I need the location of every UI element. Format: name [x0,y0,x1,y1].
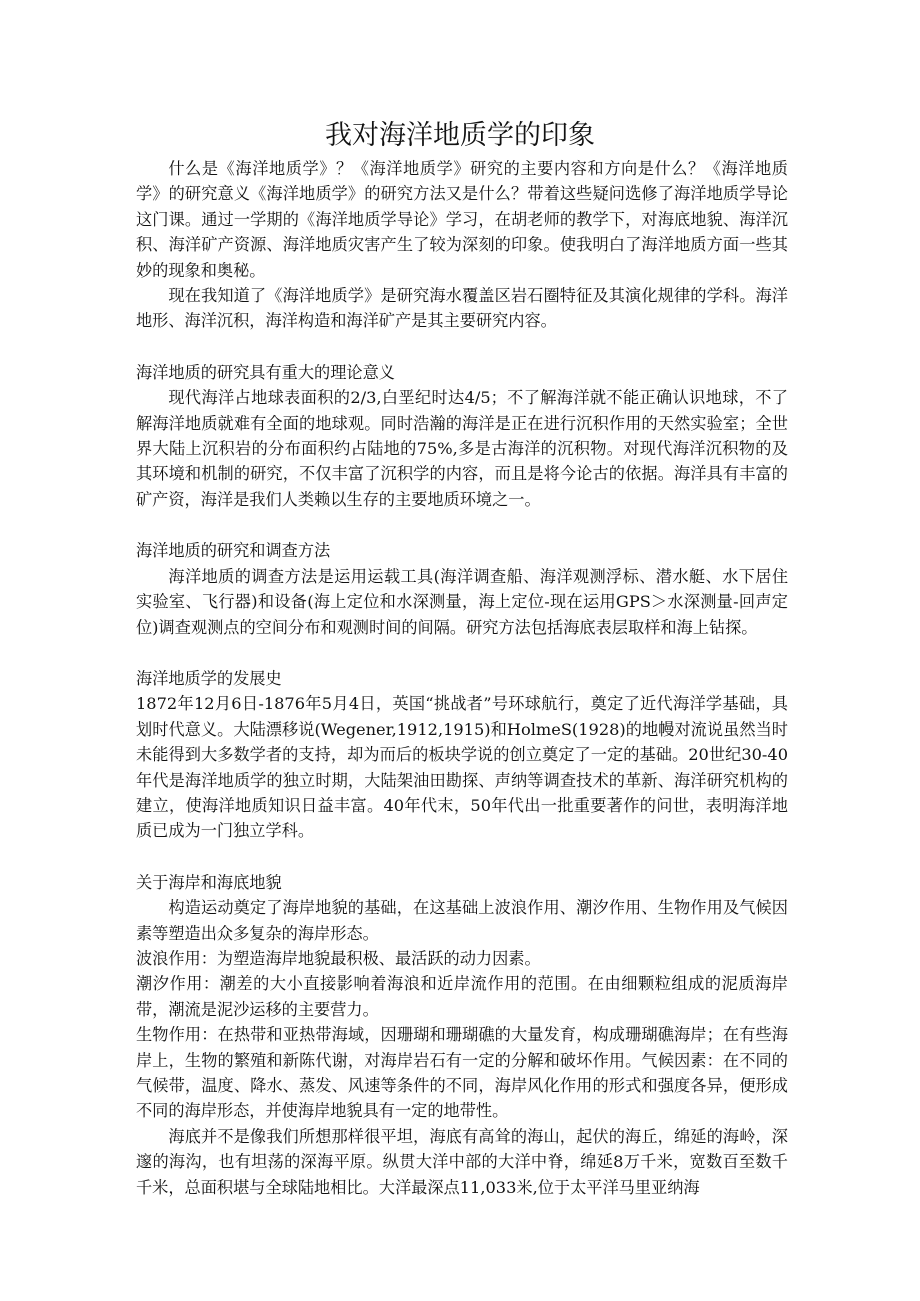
tide-paragraph: 潮汐作用：潮差的大小直接影响着海浪和近岸流作用的范围。在由细颗粒组成的泥质海岸带，潮流是泥沙运移的主要营力。 [136,974,788,1019]
document-body [136,156,788,1200]
biology-paragraph: 生物作用：在热带和亚热带海域，因珊瑚和珊瑚礁的大量发育，构成珊瑚礁海岸；在有些海岸上，生物的繁殖和新陈代谢，对海岸岩石有一定的分解和破坏作用。气候因素：在不同的气候带，温度、降水、蒸发、风速等条件的不同，海岸风化作用的形式和强度各异，便形成不同的海岸形态，并使海岸地貌具有一定的地带性。 [136,1025,788,1121]
section-heading-significance: 海洋地质的研究具有重大的理论意义 [136,362,395,382]
section-heading-methods: 海洋地质的研究和调查方法 [136,541,331,561]
page-title: 我对海洋地质学的印象 [325,120,595,151]
coast-intro-paragraph: 构造运动奠定了海岸地貌的基础，在这基础上波浪作用、潮汐作用、生物作用及气候因素等塑造出众多复杂的海岸形态。 [136,898,788,943]
wave-paragraph: 波浪作用：为塑造海岸地貌最积极、最活跃的动力因素。 [136,948,541,968]
significance-paragraph: 现代海洋占地球表面积的2/3,白垩纪时达4/5；不了解海洋就不能正确认识地球，不了解海洋地质就难有全面的地球观。同时浩瀚的海洋是正在进行沉积作用的天然实验室；全世界大陆上沉积岩的分布面积约占陆地的75%,多是古海洋的沉积物。对现代海洋沉积物的及其环境和机制的研究，不仅丰富了沉积学的内容，而且是将今论古的依据。海洋具有丰富的矿产资，海洋是我们人类赖以生存的主要地质环境之一。 [136,388,788,509]
section-heading-history: 海洋地质学的发展史 [136,668,282,688]
definition-paragraph: 现在我知道了《海洋地质学》是研究海水覆盖区岩石圈特征及其演化规律的学科。海洋地形、海洋沉积，海洋构造和海洋矿产是其主要研究内容。 [136,286,788,331]
history-paragraph: 1872年12月6日-1876年5月4日，英国“挑战者”号环球航行，奠定了近代海洋学基础，具划时代意义。大陆漂移说(Wegener,1912,1915)和HolmeS(1928)的地幔对流说虽然当时未能得到大多数学者的支持，却为而后的板块学说的创立奠定了一定的基础。20世纪30-40年代是海洋地质学的独立时期，大陆架油田勘探、声纳等调查技术的革新、海洋研究机构的建立，使海洋地质知识日益丰富。40年代末，50年代出一批重要著作的问世，表明海洋地质已成为一门独立学科。 [136,694,788,841]
section-heading-coast: 关于海岸和海底地貌 [136,872,282,892]
seafloor-paragraph: 海底并不是像我们所想那样很平坦，海底有高耸的海山，起伏的海丘，绵延的海岭，深邃的海沟，也有坦荡的深海平原。纵贯大洋中部的大洋中脊，绵延8万千米，宽数百至数千千米，总面积堪与全球陆地相比。大洋最深点11,033米,位于太平洋马里亚纳海 [136,1126,788,1197]
intro-paragraph: 什么是《海洋地质学》？《海洋地质学》研究的主要内容和方向是什么？《海洋地质学》的研究意义《海洋地质学》的研究方法又是什么？带着这些疑问选修了海洋地质学导论这门课。通过一学期的《海洋地质学导论》学习，在胡老师的教学下，对海底地貌、海洋沉积、海洋矿产资源、海洋地质灾害产生了较为深刻的印象。使我明白了海洋地质方面一些其妙的现象和奥秘。 [136,159,788,280]
methods-paragraph: 海洋地质的调查方法是运用运载工具(海洋调查船、海洋观测浮标、潜水艇、水下居住实验室、飞行器)和设备(海上定位和水深测量，海上定位-现在运用GPS＞水深测量-回声定位)调查观测点的空间分布和观测时间的间隔。研究方法包括海底表层取样和海上钻探。 [136,566,788,637]
